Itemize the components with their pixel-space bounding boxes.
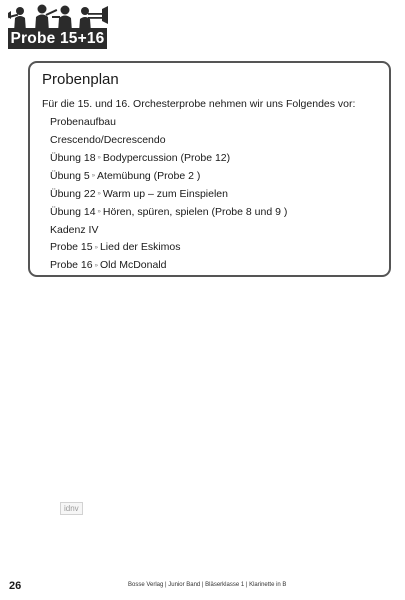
plan-item-text: Atemübung (Probe 2 ) <box>97 169 201 182</box>
plan-item-text: Kadenz IV <box>50 223 99 236</box>
plan-item <box>50 152 377 164</box>
plan-item <box>50 134 377 146</box>
separator-glyph: » <box>97 154 101 161</box>
plan-item-label: Probe 16 <box>50 259 93 272</box>
rehearsal-plan-box <box>28 61 391 277</box>
separator-glyph: » <box>97 208 101 215</box>
plan-item <box>50 188 377 200</box>
header-band <box>0 0 405 48</box>
plan-item <box>50 116 377 128</box>
plan-item <box>50 170 377 182</box>
plan-item-text: Bodypercussion (Probe 12) <box>102 151 231 164</box>
plan-item <box>50 259 377 271</box>
plan-title: Probenplan <box>42 71 119 88</box>
plan-item-text: Hören, spüren, spielen (Probe 8 und 9 ) <box>102 205 288 218</box>
plan-item <box>50 241 377 253</box>
watermark-badge: idnv <box>60 502 83 515</box>
publisher-line: Bosse Verlag | Junior Band | Bläserklasse 1 | Klarinette in B <box>128 582 287 588</box>
plan-item-label: Übung 5 <box>50 169 90 182</box>
plan-item-label: Übung 18 <box>50 151 96 164</box>
separator-glyph: » <box>91 172 96 179</box>
separator-glyph: » <box>94 262 98 269</box>
plan-item-text: Lied der Eskimos <box>99 241 181 254</box>
plan-item <box>50 206 377 218</box>
plan-item <box>50 224 377 236</box>
separator-glyph: » <box>94 244 98 251</box>
page-number: 26 <box>9 580 22 592</box>
plan-item-label: Übung 14 <box>50 205 96 218</box>
plan-item-text: Probenaufbau <box>50 116 116 128</box>
plan-list <box>42 116 377 272</box>
plan-item-label: Übung 22 <box>50 187 96 200</box>
plan-item-text: Old McDonald <box>99 259 167 272</box>
plan-item-label: Probe 15 <box>50 241 93 254</box>
separator-glyph: » <box>97 190 101 197</box>
chapter-label: Probe 15+16 <box>8 28 107 49</box>
plan-item-text: Warm up – zum Einspielen <box>102 187 228 200</box>
plan-intro: Für die 15. und 16. Orchesterprobe nehmen wir uns Folgendes vor: <box>42 98 356 110</box>
plan-item-text: Crescendo/Decrescendo <box>50 133 166 146</box>
